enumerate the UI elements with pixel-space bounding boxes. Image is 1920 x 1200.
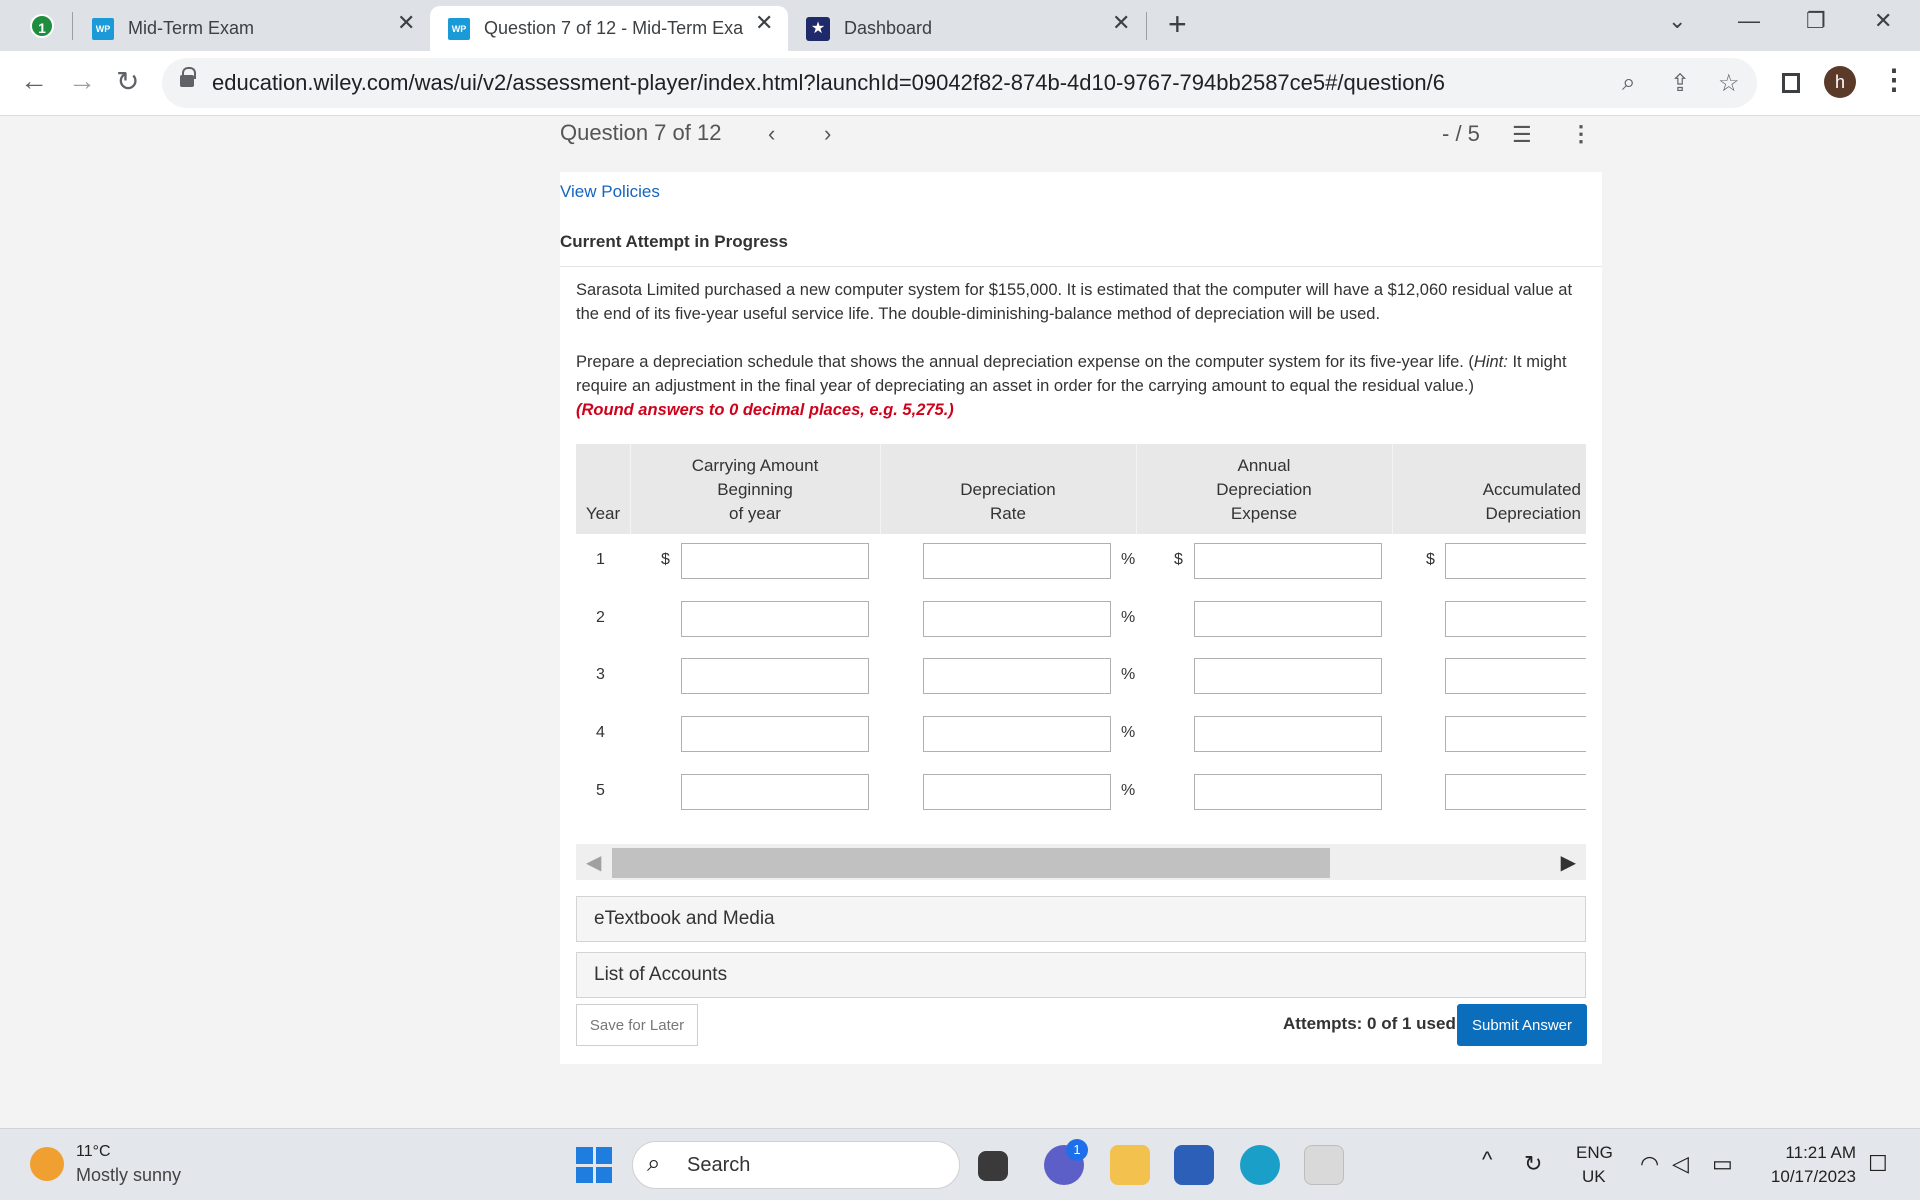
wp-favicon-icon: WP	[448, 18, 470, 40]
tab-separator	[1146, 12, 1147, 40]
accumulated-depreciation-input[interactable]	[1445, 543, 1586, 579]
edge-browser-icon[interactable]	[1240, 1145, 1280, 1185]
previous-question-icon[interactable]: ‹	[768, 121, 776, 146]
share-icon[interactable]: ⇪	[1670, 70, 1691, 97]
microsoft-store-icon[interactable]	[1174, 1145, 1214, 1185]
notifications-icon[interactable]: ☐	[1868, 1151, 1888, 1176]
scrollbar-thumb[interactable]	[612, 848, 1330, 878]
tab-title: Mid-Term Exam	[128, 18, 255, 38]
tab-title: Dashboard	[844, 18, 933, 38]
depreciation-rate-input[interactable]	[923, 658, 1111, 694]
header-annual-expense: Annual Depreciation Expense	[1216, 456, 1312, 523]
year-cell: 5	[596, 782, 605, 799]
windows-taskbar	[0, 1128, 1920, 1200]
instructions	[576, 350, 1596, 422]
taskbar-search-box[interactable]	[632, 1141, 960, 1189]
carrying-amount-input[interactable]	[681, 716, 869, 752]
question-panel	[560, 172, 1602, 1064]
year-cell: 1	[596, 551, 605, 568]
instructions-text: Prepare a depreciation schedule that shows the annual depreciation expense on the computer system for its five-year life. (	[576, 353, 1474, 371]
close-tab-icon[interactable]: ✕	[1112, 10, 1131, 35]
list-of-accounts-panel[interactable]: List of Accounts	[576, 952, 1586, 998]
bookmark-star-icon[interactable]: ☆	[1718, 70, 1740, 97]
depreciation-rate-input[interactable]	[923, 601, 1111, 637]
reload-icon[interactable]: ↻	[116, 66, 140, 97]
page-background	[0, 116, 1920, 1128]
browser-menu-icon[interactable]: ⋮	[1880, 64, 1908, 95]
weather-icon[interactable]	[30, 1147, 64, 1181]
table-header	[576, 444, 1586, 534]
hint-text: It might require an adjustment in the final year of depreciating an asset in order for the carrying amount to equal the residual value.)	[576, 353, 1567, 395]
taskbar-search-label: Search	[687, 1154, 751, 1176]
avatar[interactable]: h	[1824, 66, 1856, 98]
tab-search-chevron-icon[interactable]: ⌄	[1668, 8, 1687, 33]
etextbook-media-panel[interactable]: eTextbook and Media	[576, 896, 1586, 942]
accumulated-depreciation-input[interactable]	[1445, 658, 1586, 694]
windows-start-icon[interactable]	[576, 1147, 612, 1183]
language-indicator[interactable]: ENG	[1576, 1143, 1613, 1162]
year-cell: 4	[596, 724, 605, 741]
weather-temperature[interactable]: 11°C	[76, 1143, 111, 1160]
annual-expense-input[interactable]	[1194, 716, 1382, 752]
carrying-amount-input[interactable]	[681, 774, 869, 810]
percent-symbol: %	[1121, 782, 1136, 799]
tab-separator	[72, 12, 73, 40]
chat-badge: 1	[1066, 1139, 1088, 1161]
accumulated-depreciation-input[interactable]	[1445, 774, 1586, 810]
scroll-right-icon[interactable]: ▶	[1560, 852, 1576, 874]
lock-icon[interactable]	[180, 75, 194, 87]
depreciation-rate-input[interactable]	[923, 543, 1111, 579]
rounding-note: (Round answers to 0 decimal places, e.g. 5,275.)	[576, 401, 954, 419]
carrying-amount-input[interactable]	[681, 543, 869, 579]
close-window-icon[interactable]: ✕	[1874, 8, 1893, 33]
depreciation-rate-input[interactable]	[923, 774, 1111, 810]
url-text[interactable]: education.wiley.com/was/ui/v2/assessment-player/index.html?launchId=09042f82-874b-4d10-9767-794bb2587ce5#/question/6	[212, 70, 1446, 95]
restore-window-icon[interactable]: ❐	[1806, 8, 1826, 33]
depreciation-rate-input[interactable]	[923, 716, 1111, 752]
task-view-icon[interactable]	[978, 1151, 1008, 1181]
tab-question-7[interactable]	[430, 6, 788, 51]
question-header	[560, 116, 1602, 172]
clock-date[interactable]: 10/17/2023	[1770, 1167, 1856, 1186]
back-arrow-icon[interactable]: ←	[20, 65, 48, 96]
scroll-left-icon[interactable]: ◀	[586, 852, 602, 874]
annual-expense-input[interactable]	[1194, 601, 1382, 637]
hint-label: Hint:	[1473, 353, 1508, 371]
carrying-amount-input[interactable]	[681, 658, 869, 694]
annual-expense-input[interactable]	[1194, 774, 1382, 810]
header-year: Year	[585, 504, 621, 523]
year-cell: 2	[596, 609, 605, 626]
attempt-status: Current Attempt in Progress	[560, 232, 788, 251]
percent-symbol: %	[1121, 551, 1136, 568]
question-list-icon[interactable]: ☰	[1512, 122, 1532, 147]
submit-answer-button[interactable]: Submit Answer	[1457, 1004, 1587, 1046]
chrome-browser-icon[interactable]	[1304, 1145, 1344, 1185]
tab-dashboard[interactable]	[792, 6, 1144, 51]
search-icon: ⌕	[647, 1150, 661, 1177]
problem-statement: Sarasota Limited purchased a new computer system for $155,000. It is estimated that the computer will have a $12,060 residual value at the end of its five-year useful service life. The double-diminishing-balance method of depreciation will be used.	[576, 281, 1573, 323]
weather-description[interactable]: Mostly sunny	[76, 1165, 182, 1185]
dashboard-favicon-icon: ★	[806, 17, 830, 41]
score-display: - / 5	[1442, 121, 1480, 146]
header-carrying-amount: Carrying Amount Beginning of year	[691, 456, 819, 523]
minimize-window-icon[interactable]: —	[1738, 8, 1760, 33]
divider	[560, 266, 1602, 267]
browser-tab-bar	[0, 0, 1920, 51]
next-question-icon[interactable]: ›	[824, 121, 832, 146]
view-policies-link[interactable]: View Policies	[560, 182, 660, 201]
browser-toolbar	[0, 51, 1920, 116]
question-title: Question 7 of 12	[560, 120, 722, 145]
percent-symbol: %	[1121, 724, 1136, 741]
clock-time[interactable]: 11:21 AM	[1785, 1143, 1856, 1162]
file-explorer-icon[interactable]	[1110, 1145, 1150, 1185]
battery-icon[interactable]: ▭	[1712, 1151, 1733, 1176]
profile-badge[interactable]: 1	[30, 14, 54, 38]
close-tab-icon[interactable]: ✕	[755, 10, 774, 35]
horizontal-scrollbar[interactable]	[576, 844, 1586, 880]
annual-expense-input[interactable]	[1194, 658, 1382, 694]
volume-icon[interactable]: ◁	[1672, 1151, 1689, 1176]
attempts-counter: Attempts: 0 of 1 used	[1283, 1014, 1456, 1033]
header-accumulated-depreciation: Accumulated Depreciation	[1482, 480, 1581, 523]
new-tab-button[interactable]: +	[1168, 6, 1187, 42]
zoom-icon[interactable]: ⌕	[1622, 69, 1636, 96]
currency-symbol: $	[1426, 551, 1435, 568]
tab-mid-term-exam[interactable]	[80, 6, 426, 51]
accumulated-depreciation-input[interactable]	[1445, 601, 1586, 637]
wp-favicon-icon: WP	[92, 18, 114, 40]
year-cell: 3	[596, 666, 605, 683]
address-bar[interactable]	[162, 58, 1757, 108]
carrying-amount-input[interactable]	[681, 601, 869, 637]
currency-symbol: $	[1174, 551, 1183, 568]
percent-symbol: %	[1121, 666, 1136, 683]
currency-symbol: $	[661, 551, 670, 568]
show-hidden-icons-chevron-icon[interactable]: ^	[1482, 1147, 1493, 1172]
annual-expense-input[interactable]	[1194, 543, 1382, 579]
more-options-icon[interactable]: ⋮	[1570, 121, 1592, 146]
save-for-later-button[interactable]: Save for Later	[576, 1004, 698, 1046]
forward-arrow-icon[interactable]: →	[68, 65, 96, 96]
close-tab-icon[interactable]: ✕	[397, 10, 416, 35]
accumulated-depreciation-input[interactable]	[1445, 716, 1586, 752]
header-depreciation-rate: Depreciation Rate	[960, 480, 1056, 523]
wifi-icon[interactable]: ◠	[1640, 1151, 1660, 1176]
side-panel-icon[interactable]	[1782, 73, 1800, 93]
sync-icon[interactable]: ↻	[1524, 1151, 1543, 1176]
percent-symbol: %	[1121, 609, 1136, 626]
depreciation-schedule-table	[576, 444, 1586, 889]
keyboard-layout[interactable]: UK	[1582, 1167, 1606, 1186]
tab-title: Question 7 of 12 - Mid-Term Exa	[484, 18, 744, 38]
